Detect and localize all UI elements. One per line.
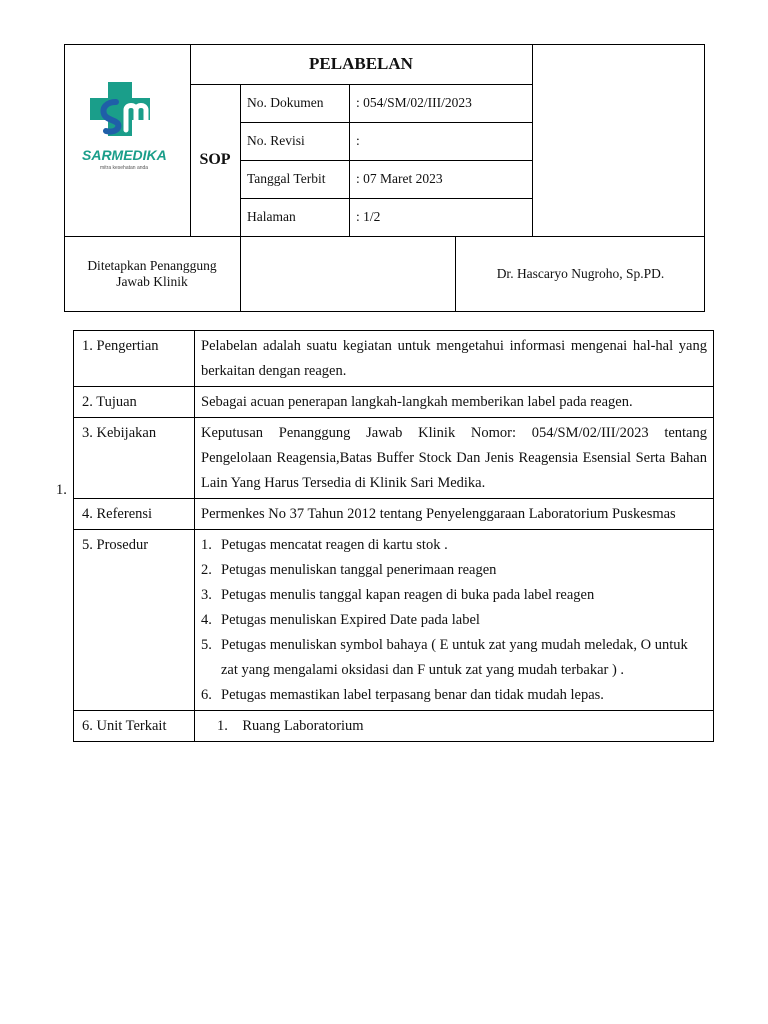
- ditetapkan-cell: [64, 236, 240, 312]
- ditetapkan-line2: Jawab Klinik: [116, 274, 188, 289]
- step-text: Petugas menuliskan Expired Date pada label: [221, 612, 480, 628]
- issue-date-label: Tanggal Terbit: [247, 171, 326, 186]
- step-number: 6.: [201, 687, 212, 703]
- page-title: PELABELAN: [309, 54, 413, 73]
- table-row: [74, 530, 714, 711]
- row-label: 1. Pengertian: [74, 331, 195, 387]
- logo-mark-icon: [78, 74, 178, 174]
- row-label: 2. Tujuan: [74, 387, 195, 418]
- step-number: 3.: [201, 587, 212, 603]
- revision-value: :: [356, 133, 360, 148]
- side-number: 1.: [56, 482, 67, 498]
- table-row: [74, 418, 714, 499]
- sarmedika-logo: [78, 74, 178, 174]
- table-row: [74, 499, 714, 530]
- table-row: [74, 387, 714, 418]
- row-content: Keputusan Penanggung Jawab Klinik Nomor: 054/SM/02/III/2023 tentang Pengelolaan Reagensia,Batas Buffer Stock Dan Jenis Reagensia Esensial Serta Bahan Lain Yang Harus Tersedia di Klinik Sari Medika.: [195, 418, 714, 499]
- issue-date-value: : 07 Maret 2023: [356, 171, 443, 186]
- step-number: 4.: [201, 612, 212, 628]
- list-item: [201, 558, 707, 583]
- step-text: Petugas mencatat reagen di kartu stok .: [221, 537, 448, 553]
- page-value: : 1/2: [356, 209, 381, 224]
- list-item: [201, 683, 707, 708]
- content-table: [73, 330, 714, 742]
- doc-number-value: : 054/SM/02/III/2023: [356, 95, 472, 110]
- row-content: Pelabelan adalah suatu kegiatan untuk mengetahui informasi mengenai hal-hal yang berkaitan dengan reagen.: [195, 331, 714, 387]
- list-item: [201, 583, 707, 608]
- row-content: [195, 711, 714, 742]
- logo-text: SARMEDIKA: [82, 147, 167, 163]
- procedure-list: [201, 533, 707, 708]
- row-label: 3. Kebijakan: [74, 418, 195, 499]
- row-content: Permenkes No 37 Tahun 2012 tentang Penyelenggaraan Laboratorium Puskesmas: [195, 499, 714, 530]
- page-label: Halaman: [247, 209, 296, 224]
- step-number: 5.: [201, 637, 212, 653]
- unit-number: 1.: [217, 718, 228, 734]
- row-content: [195, 530, 714, 711]
- doc-number-label: No. Dokumen: [247, 95, 324, 110]
- ditetapkan-line1: Ditetapkan Penanggung: [87, 258, 217, 273]
- step-text: Petugas menuliskan tanggal penerimaan reagen: [221, 562, 497, 578]
- table-row: [74, 331, 714, 387]
- list-item: [201, 608, 707, 633]
- step-text: Petugas menulis tanggal kapan reagen di buka pada label reagen: [221, 587, 595, 603]
- step-text: Petugas menuliskan symbol bahaya ( E untuk zat yang mudah meledak, O untuk zat yang mengalami oksidasi dan F untuk zat yang mudah terbakar ) .: [221, 637, 688, 678]
- step-number: 2.: [201, 562, 212, 578]
- list-item: [201, 633, 707, 683]
- row-content: Sebagai acuan penerapan langkah-langkah memberikan label pada reagen.: [195, 387, 714, 418]
- row-label: 6. Unit Terkait: [74, 711, 195, 742]
- table-row: [74, 711, 714, 742]
- logo-tagline: mitra kesehatan anda: [100, 165, 149, 171]
- step-number: 1.: [201, 537, 212, 553]
- row-label: 4. Referensi: [74, 499, 195, 530]
- revision-label: No. Revisi: [247, 133, 305, 148]
- unit-text: Ruang Laboratorium: [242, 718, 364, 734]
- sop-label: SOP: [199, 150, 231, 168]
- list-item: [201, 533, 707, 558]
- signer-name: Dr. Hascaryo Nugroho, Sp.PD.: [496, 266, 665, 281]
- divider: [532, 44, 533, 236]
- step-text: Petugas memastikan label terpasang benar dan tidak mudah lepas.: [221, 687, 604, 703]
- row-label: 5. Prosedur: [74, 530, 195, 711]
